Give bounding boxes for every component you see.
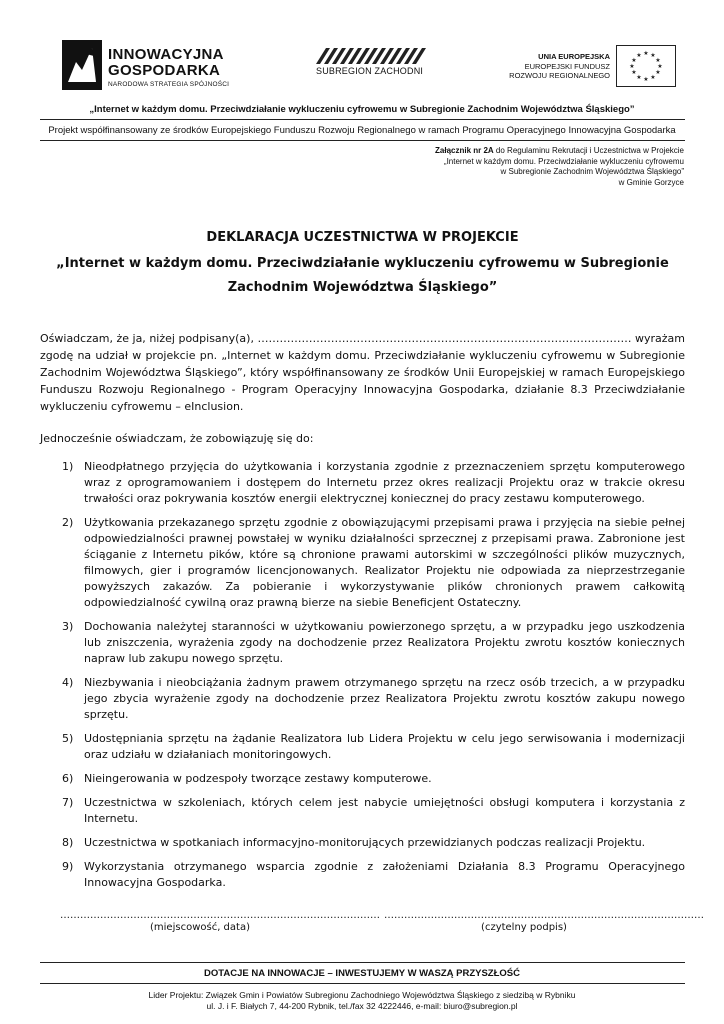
list-item: 5) Udostępniania sprzętu na żądanie Realizatora lub Lidera Projektu w celu jego serwisowania i modernizacji oraz udziału w działaniach monitoringowych. — [62, 732, 685, 761]
attachment-line3: w Subregionie Zachodnim Województwa Śląskiego” — [500, 167, 684, 176]
svg-text:★: ★ — [631, 69, 637, 76]
attachment-line4: w Gminie Gorzyce — [618, 177, 684, 187]
list-item: 4) Niezbywania i nieobciążania żadnym prawem otrzymanego sprzętu na rzecz osób trzecich, a w przypadku jego zbycia wyrażenie zgody na dochodzenie przez Realizatora Projektu zwrotu kosztów zakupu nowego sprzętu. — [62, 676, 685, 721]
signature-field[interactable] — [384, 910, 704, 933]
list-item: 6) Nieingerowania w podzespoły tworzące zestawy komputerowe. — [62, 772, 432, 785]
eu-line2: EUROPEJSKI FUNDUSZ — [524, 61, 610, 71]
list-item: 2) Użytkowania przekazanego sprzętu zgodnie z obowiązującymi przepisami prawa i przyjęcia na siebie pełnej odpowiedzialności prawnej powstałej w wyniku działalności sprzecznej z przepisami prawa. Zabronione jest ściąganie z Internetu pików, które są chronione prawami autorskimi w szczególności plików muzycznych, filmowych, gier i programów licencjonowanych. Realizator Projektu nie odpowiada za nieprzestrzeganie powyższych zakazów. Za pobieranie i wykorzystywanie plików chronionych prawem całkowitą odpowiedzialność cywilną oraz prawną bierze na siebie Beneficjent Ostateczny. — [62, 516, 685, 609]
eu-line3: ROZWOJU REGIONALNEGO — [509, 71, 610, 80]
footer-divider — [40, 962, 685, 963]
eu-logo-text — [496, 52, 610, 81]
subregion-stripes-icon — [312, 46, 430, 66]
attachment-line2: „Internet w każdym domu. Przeciwdziałanie wykluczeniu cyfrowemu — [443, 156, 684, 166]
list-item: 8) Uczestnictwa w spotkaniach informacyjno-monitorujących przewidzianych podczas realizacji Projektu. — [62, 836, 646, 849]
attachment-note — [324, 146, 684, 188]
header-divider-2 — [40, 140, 685, 141]
place-date-signature-field[interactable] — [60, 910, 380, 933]
svg-text:★: ★ — [631, 57, 637, 64]
document-title: DEKLARACJA UCZESTNICTWA W PROJEKCIE — [206, 230, 519, 245]
document-subtitle-line1: „Internet w każdym domu. Przeciwdziałanie wykluczeniu cyfrowemu w Subregionie — [56, 256, 669, 271]
svg-text:★: ★ — [650, 52, 656, 59]
footer-address: ul. J. i F. Białych 7, 44-200 Rybnik, tel./fax 32 4222446, e-mail: biuro@subregion.pl — [206, 1001, 518, 1011]
list-item: 1) Nieodpłatnego przyjęcia do użytkowania i korzystania zgodnie z przeznaczeniem sprzętu komputerowego wraz z oprogramowaniem i dostępem do Internetu przez okres realizacji Projektu oraz w trakcie okresu trwałości oraz pokrywania kosztów energii elektrycznej koniecznej do pracy zestawu komputerowego. — [62, 460, 685, 505]
svg-text:★: ★ — [643, 50, 649, 57]
svg-text:★: ★ — [629, 63, 635, 70]
svg-text:★: ★ — [655, 57, 661, 64]
header-divider — [40, 119, 685, 120]
ig-logo-line1: INNOWACYJNA — [108, 46, 224, 63]
document-subtitle-line2: Zachodnim Województwa Śląskiego” — [227, 280, 498, 295]
svg-text:★: ★ — [655, 69, 661, 76]
innowacyjna-gospodarka-logo — [62, 38, 262, 90]
subregion-logo-text: SUBREGION ZACHODNI — [316, 66, 424, 76]
declaration-paragraph: Oświadczam, że ja, niżej podpisany(a), ………………………………………………………………………………………… wyrażam zgodę na udział w projekcie pn. „Internet w każdym domu. Przeciwdziałanie wykluczeniu cyfrowemu w Subregionie Zachodnim Województwa Śląskiego”, który współfinansowany ze środków Unii Europejskiej w ramach Europejskiego Funduszu Rozwoju Regionalnego - Program Operacyjny Innowacyjna Gospodarka, działanie 8.3 Przeciwdziałanie wykluczeniu cyfrowemu – eInclusion. — [40, 332, 685, 413]
footer-divider-2 — [40, 983, 685, 984]
attachment-line1: do Regulaminu Rekrutacji i Uczestnictwa w Projekcie — [493, 146, 684, 155]
list-item: 3) Dochowania należytej staranności w użytkowaniu powierzonego sprzętu, a w przypadku jego uszkodzenia lub zniszczenia, wyrażenia zgody na dochodzenie przez Realizatora Projektu zwrotu kosztów koniecznych napraw lub zakupu nowego sprzętu. — [62, 620, 685, 665]
attachment-label: Załącznik nr 2A — [435, 146, 494, 155]
place-date-label: (miejscowość, data) — [150, 922, 250, 933]
svg-text:★: ★ — [643, 76, 649, 83]
footer-slogan: DOTACJE NA INNOWACJE – INWESTUJEMY W WASZĄ PRZYSZŁOŚĆ — [204, 968, 520, 979]
ig-logo-line2: GOSPODARKA — [108, 62, 221, 79]
ig-logo-line3: NARODOWA STRATEGIA SPÓJNOŚCI — [108, 81, 230, 88]
subregion-zachodni-logo — [306, 44, 436, 84]
obligation-intro: Jednocześnie oświadczam, że zobowiązuję się do: — [40, 432, 314, 445]
svg-text:★: ★ — [636, 74, 642, 81]
eu-flag-icon — [616, 45, 676, 87]
list-item: 9) Wykorzystania otrzymanego wsparcia zgodnie z założeniami Działania 8.3 Programu Operacyjnego Innowacyjna Gospodarka. — [62, 860, 685, 889]
signature-dotted-line: …………………………………………………………………………………… — [384, 910, 704, 921]
place-date-dotted-line: …………………………………………………………………………………… — [60, 910, 380, 921]
footer-contact — [0, 990, 724, 1012]
obligations-list — [40, 459, 685, 899]
footer-leader: Lider Projektu: Związek Gmin i Powiatów Subregionu Zachodniego Województwa Śląskiego z siedzibą w Rybniku — [148, 990, 576, 1000]
project-title-header: „Internet w każdym domu. Przeciwdziałanie wykluczeniu cyfrowemu w Subregionie Zachodnim Województwa Śląskiego” — [89, 104, 635, 115]
ig-logo-mark-icon — [62, 40, 102, 90]
list-item: 7) Uczestnictwa w szkoleniach, których celem jest nabycie umiejętności obsługi komputera i korzystania z Internetu. — [62, 796, 685, 825]
signature-label: (czytelny podpis) — [481, 922, 567, 933]
cofinancing-note: Projekt współfinansowany ze środków Europejskiego Funduszu Rozwoju Regionalnego w ramach Programu Operacyjnego Innowacyjna Gospodarka — [48, 125, 676, 136]
eu-line1: UNIA EUROPEJSKA — [538, 52, 610, 61]
svg-text:★: ★ — [650, 74, 656, 81]
svg-text:★: ★ — [636, 52, 642, 59]
svg-text:★: ★ — [657, 63, 663, 70]
